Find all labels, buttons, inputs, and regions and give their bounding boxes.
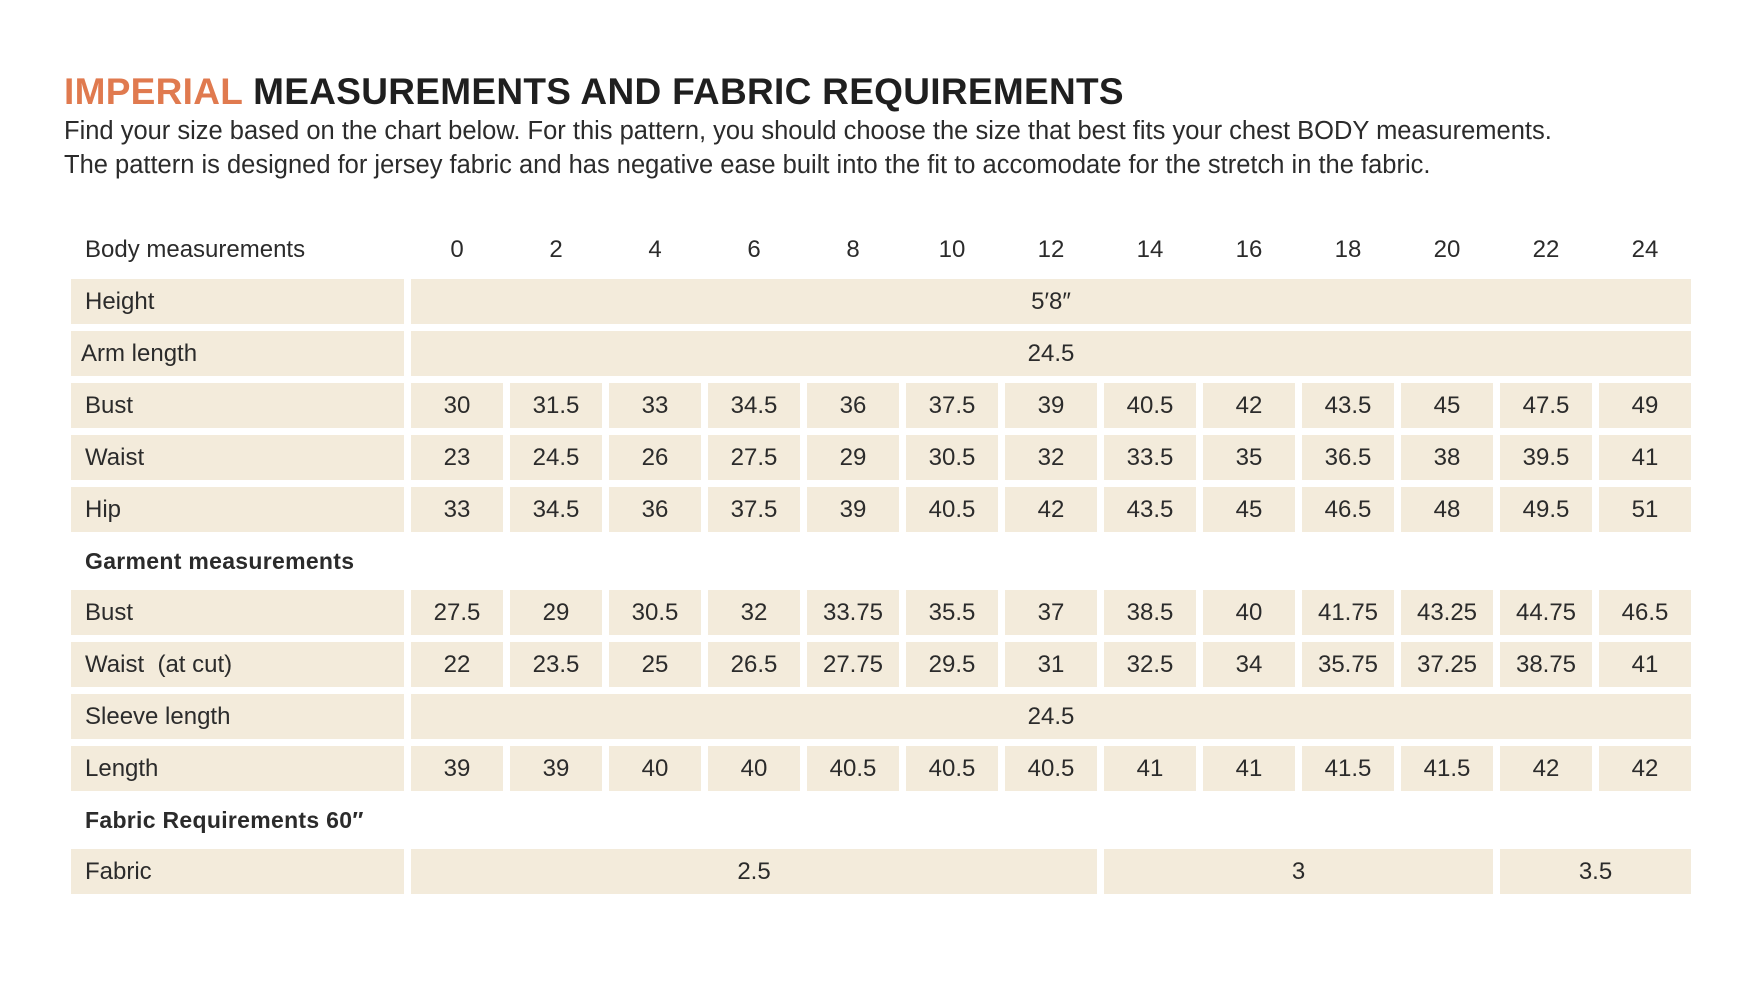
- size-chart: [64, 220, 1698, 901]
- table-cell: 49: [1599, 383, 1691, 428]
- table-cell: 41.75: [1302, 590, 1394, 635]
- size-header: 14: [1136, 235, 1164, 263]
- table-cell: 25: [609, 642, 701, 687]
- sleeve-length-row: [71, 694, 1691, 739]
- table-cell: 38.75: [1500, 642, 1592, 687]
- size-header-row: [71, 227, 1691, 272]
- table-cell: 43.5: [1302, 383, 1394, 428]
- table-cell: 32: [708, 590, 800, 635]
- table-cell: 41: [1203, 746, 1295, 791]
- table-cell: 37.5: [906, 383, 998, 428]
- body-waist-row: [71, 435, 1691, 480]
- size-header: 24: [1631, 235, 1659, 263]
- table-cell: 40.5: [807, 746, 899, 791]
- table-cell: 41: [1104, 746, 1196, 791]
- table-cell: 42: [1500, 746, 1592, 791]
- table-cell: 41: [1599, 642, 1691, 687]
- table-cell: 29: [510, 590, 602, 635]
- row-label: Hip: [71, 487, 404, 532]
- table-cell: 35: [1203, 435, 1295, 480]
- description-line-2: The pattern is designed for jersey fabric and has negative ease built into the fit to accomodate for the stretch in the fabric.: [64, 151, 1431, 179]
- measurements-table: [64, 220, 1698, 901]
- table-cell: 41.5: [1302, 746, 1394, 791]
- size-header: 12: [1037, 235, 1065, 263]
- description-line-1: Find your size based on the chart below. For this pattern, you should choose the size that best fits your chest BODY measurements.: [64, 117, 1552, 145]
- table-cell: 27.75: [807, 642, 899, 687]
- row-label: Height: [71, 279, 404, 324]
- table-cell: 27.5: [708, 435, 800, 480]
- table-cell: 29.5: [906, 642, 998, 687]
- table-cell: 23.5: [510, 642, 602, 687]
- fabric-row: [71, 849, 1691, 894]
- table-cell: 22: [411, 642, 503, 687]
- fabric-value-sizes-14-20: 3: [1104, 849, 1493, 894]
- fabric-requirements-heading: Fabric Requirements 60″: [85, 806, 364, 833]
- table-cell: 40.5: [1104, 383, 1196, 428]
- body-measurements-heading: Body measurements: [85, 235, 306, 263]
- table-cell: 34: [1203, 642, 1295, 687]
- title-accent: IMPERIAL: [64, 71, 243, 112]
- table-cell: 40.5: [906, 746, 998, 791]
- table-cell: 37.5: [708, 487, 800, 532]
- row-label: Waist (at cut): [71, 642, 404, 687]
- table-cell: 27.5: [411, 590, 503, 635]
- size-header: 2: [549, 235, 563, 263]
- table-cell: 33.75: [807, 590, 899, 635]
- row-label: Bust: [71, 590, 404, 635]
- size-header: 6: [747, 235, 761, 263]
- table-cell: 40: [708, 746, 800, 791]
- garment-measurements-heading: Garment measurements: [85, 547, 355, 574]
- size-header: 4: [648, 235, 662, 263]
- row-label: Length: [71, 746, 404, 791]
- table-cell: 34.5: [510, 487, 602, 532]
- row-label: Bust: [71, 383, 404, 428]
- fabric-heading-row: [71, 798, 1691, 842]
- table-cell: 40: [609, 746, 701, 791]
- table-cell: 38: [1401, 435, 1493, 480]
- fabric-value-sizes-22-24: 3.5: [1500, 849, 1691, 894]
- table-cell: 36.5: [1302, 435, 1394, 480]
- table-cell: 48: [1401, 487, 1493, 532]
- table-cell: 37.25: [1401, 642, 1493, 687]
- size-header: 8: [846, 235, 860, 263]
- garment-waist-row: [71, 642, 1691, 687]
- row-label: Arm length: [71, 331, 404, 376]
- table-cell: 39: [411, 746, 503, 791]
- table-cell: 44.75: [1500, 590, 1592, 635]
- body-bust-row: [71, 383, 1691, 428]
- height-row: [71, 279, 1691, 324]
- page-title: [64, 70, 1704, 114]
- table-cell: 47.5: [1500, 383, 1592, 428]
- sleeve-length-value: 24.5: [411, 694, 1691, 739]
- table-cell: 40.5: [1005, 746, 1097, 791]
- table-cell: 33: [411, 487, 503, 532]
- fabric-value-sizes-0-12: 2.5: [411, 849, 1097, 894]
- table-cell: 34.5: [708, 383, 800, 428]
- table-cell: 42: [1203, 383, 1295, 428]
- row-label: Fabric: [71, 849, 404, 894]
- table-cell: 43.5: [1104, 487, 1196, 532]
- table-cell: 49.5: [1500, 487, 1592, 532]
- table-cell: 42: [1005, 487, 1097, 532]
- length-row: [71, 746, 1691, 791]
- table-cell: 30: [411, 383, 503, 428]
- arm-length-row: [71, 331, 1691, 376]
- size-header: 0: [450, 235, 464, 263]
- table-cell: 37: [1005, 590, 1097, 635]
- table-cell: 46.5: [1599, 590, 1691, 635]
- table-cell: 39: [1005, 383, 1097, 428]
- height-value: 5′8″: [411, 279, 1691, 324]
- table-cell: 43.25: [1401, 590, 1493, 635]
- table-cell: 29: [807, 435, 899, 480]
- table-cell: 31: [1005, 642, 1097, 687]
- row-label: Sleeve length: [71, 694, 404, 739]
- table-cell: 31.5: [510, 383, 602, 428]
- table-cell: 33: [609, 383, 701, 428]
- table-cell: 36: [807, 383, 899, 428]
- table-cell: 33.5: [1104, 435, 1196, 480]
- table-cell: 36: [609, 487, 701, 532]
- size-header: 10: [938, 235, 966, 263]
- table-cell: 26.5: [708, 642, 800, 687]
- table-cell: 32.5: [1104, 642, 1196, 687]
- table-cell: 26: [609, 435, 701, 480]
- table-cell: 39: [807, 487, 899, 532]
- table-cell: 51: [1599, 487, 1691, 532]
- table-cell: 23: [411, 435, 503, 480]
- table-cell: 45: [1401, 383, 1493, 428]
- size-header: 18: [1334, 235, 1362, 263]
- table-cell: 32: [1005, 435, 1097, 480]
- table-cell: 41: [1599, 435, 1691, 480]
- table-cell: 40: [1203, 590, 1295, 635]
- title-rest: MEASUREMENTS AND FABRIC REQUIREMENTS: [253, 71, 1124, 112]
- table-cell: 30.5: [906, 435, 998, 480]
- garment-bust-row: [71, 590, 1691, 635]
- size-header: 20: [1433, 235, 1461, 263]
- page-header: [64, 70, 1704, 182]
- row-label: Waist: [71, 435, 404, 480]
- table-cell: 40.5: [906, 487, 998, 532]
- table-cell: 46.5: [1302, 487, 1394, 532]
- size-header: 16: [1235, 235, 1263, 263]
- table-cell: 39.5: [1500, 435, 1592, 480]
- table-cell: 35.75: [1302, 642, 1394, 687]
- table-cell: 35.5: [906, 590, 998, 635]
- table-cell: 41.5: [1401, 746, 1493, 791]
- body-hip-row: [71, 487, 1691, 532]
- table-cell: 42: [1599, 746, 1691, 791]
- table-cell: 30.5: [609, 590, 701, 635]
- size-header: 22: [1532, 235, 1560, 263]
- table-cell: 39: [510, 746, 602, 791]
- arm-length-value: 24.5: [411, 331, 1691, 376]
- table-cell: 45: [1203, 487, 1295, 532]
- table-cell: 38.5: [1104, 590, 1196, 635]
- table-cell: 24.5: [510, 435, 602, 480]
- garment-heading-row: [71, 539, 1691, 583]
